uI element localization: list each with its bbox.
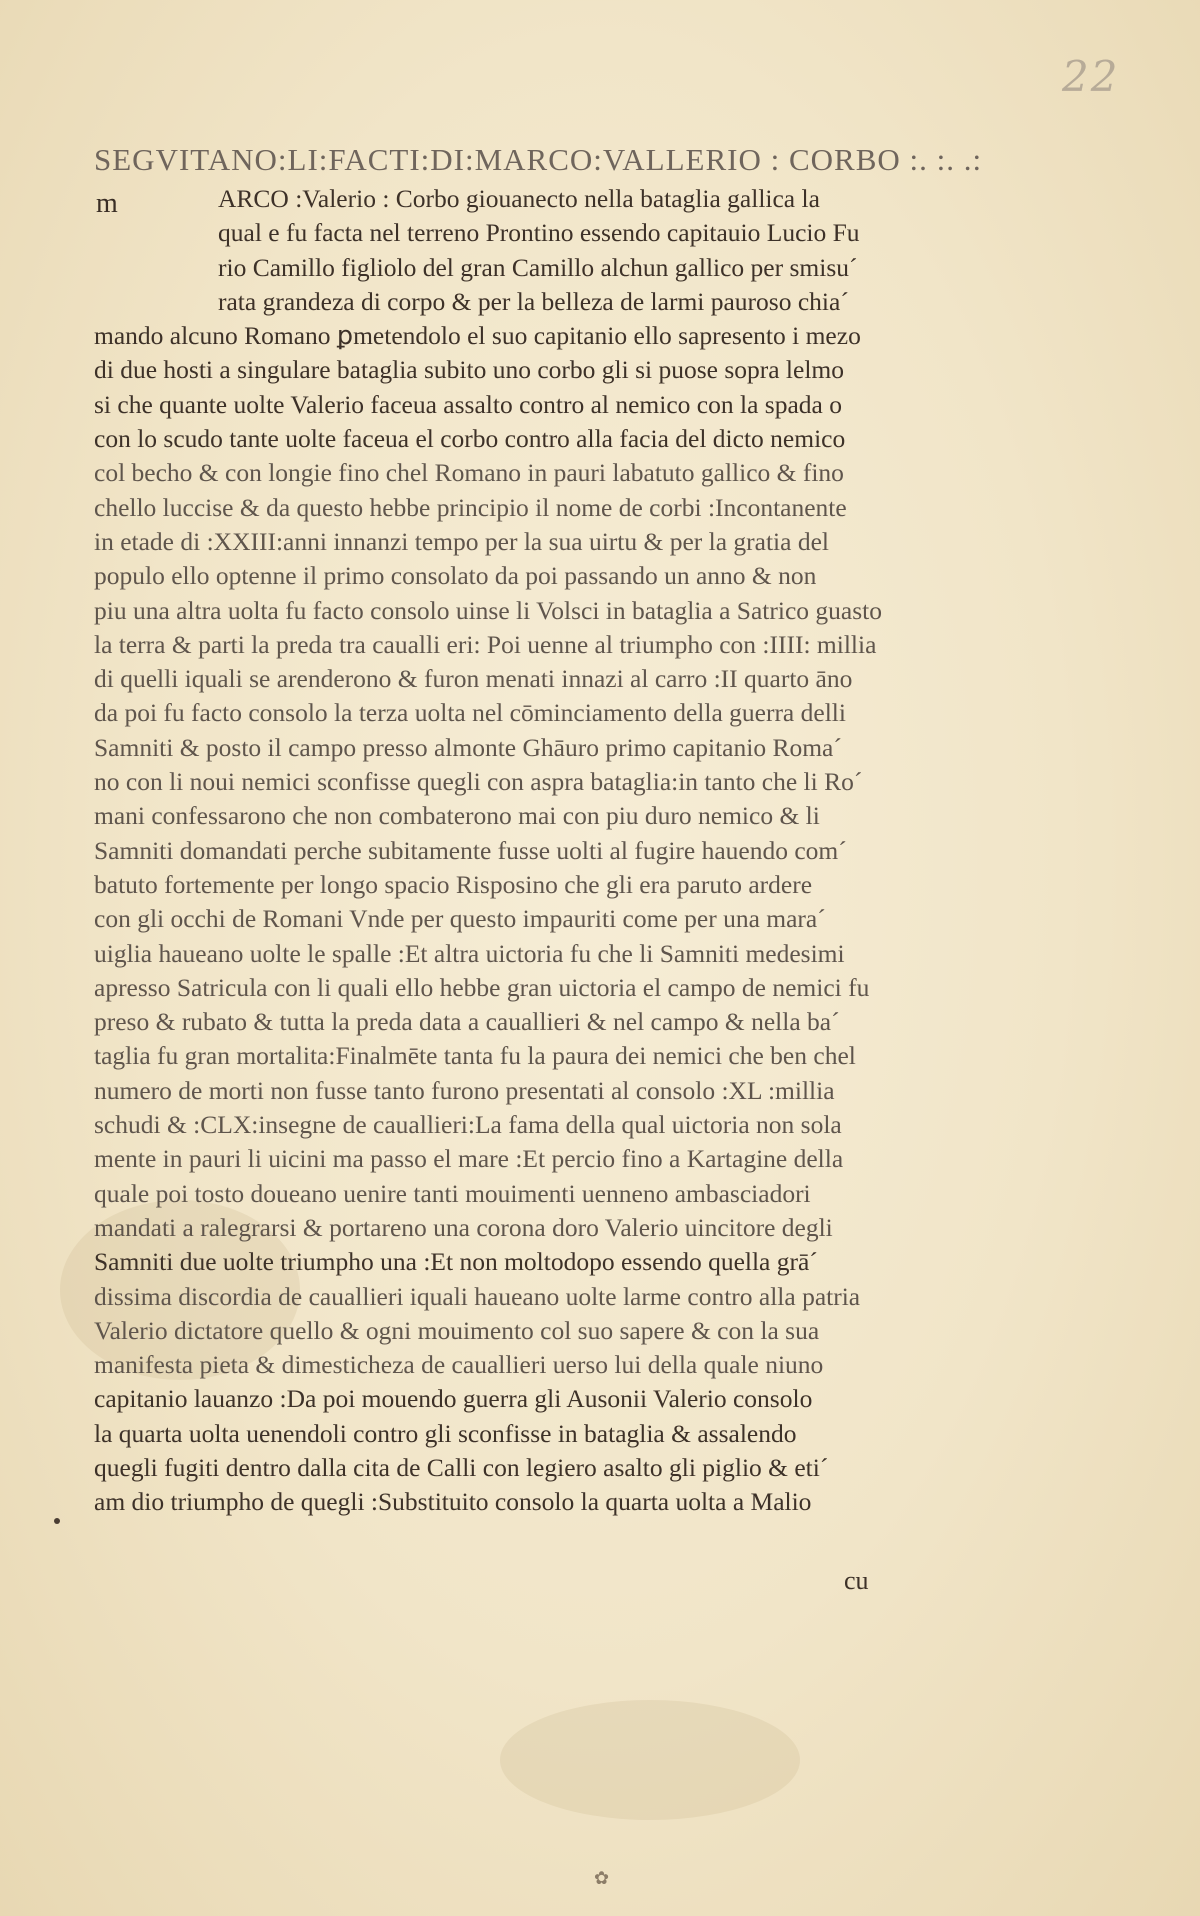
text-line: preso & rubato & tutta la preda data a cauallieri & nel campo & nella ba´ [94,1007,840,1037]
text-line: quale poi tosto doueano uenire tanti mouimenti uenneno ambasciadori [94,1178,811,1208]
text-line: ARCO :Valerio : Corbo giouanecto nella bataglia gallica la [218,184,820,213]
text-line: uiglia haueano uolte le spalle :Et altra uictoria fu che li Samniti medesimi [94,938,845,968]
text-line: populo ello optenne il primo consolato da poi passando un anno & non [94,561,817,591]
text-line: Samniti & posto il campo presso almonte Ghāuro primo capitanio Roma´ [94,732,842,762]
text-line: am dio triumpho de quegli :Substituito consolo la quarta uolta a Malio [94,1487,812,1517]
folio-number: 22 [1062,52,1120,101]
text-line: con lo scudo tante uolte faceua el corbo contro alla facia del dicto nemico [94,424,846,454]
text-line: Valerio dictatore quello & ogni mouimento col suo sapere & con la sua [94,1315,820,1345]
text-line: piu una altra uolta fu facto consolo uinse li Volsci in bataglia a Satrico guasto [94,595,882,625]
text-line: quegli fugiti dentro dalla cita de Calli con legiero asalto gli piglio & eti´ [94,1452,829,1482]
text-line: Samniti domandati perche subitamente fusse uolti al fugire hauendo com´ [94,835,847,865]
guide-letter: m [96,188,118,219]
text-line: dissima discordia de cauallieri iquali haueano uolte larme contro alla patria [94,1281,861,1311]
text-line: col becho & con longie fino chel Romano in pauri labatuto gallico & fino [94,458,844,488]
text-line: mandati a ralegrarsi & portareno una corona doro Valerio uincitore degli [94,1212,833,1242]
margin-dot [54,1518,60,1524]
text-line: mando alcuno Romano ꝑmetendolo el suo capitanio ello sapresento i mezo [94,321,861,351]
chapter-heading: SEGVITANO:LI:FACTI:DI:MARCO:VALLERIO : CORBO :. :. .: [94,142,983,177]
text-line: batuto fortemente per longo spacio Risposino che gli era paruto ardere [94,869,813,899]
paper-stain [500,1700,800,1820]
text-line: chello luccise & da questo hebbe principio il nome de corbi :Incontanente [94,492,847,522]
text-line: di quelli iquali se arenderono & furon menati innazi al carro :II quarto āno [94,664,853,694]
body-text [94,182,964,1520]
text-line: capitanio lauanzo :Da poi mouendo guerra gli Ausonii Valerio consolo [94,1384,813,1414]
ornament-icon: ✿ [594,1868,610,1889]
text-line: in etade di :XXIII:anni innanzi tempo per la sua uirtu & per la gratia del [94,526,829,556]
text-line: apresso Satricula con li quali ello hebbe gran uictoria el campo de nemici fu [94,972,870,1002]
text-line: si che quante uolte Valerio faceua assalto contro al nemico con la spada o [94,389,842,419]
text-line: manifesta pieta & dimesticheza de cauallieri uerso lui della quale niuno [94,1350,824,1380]
text-line: da poi fu facto consolo la terza uolta nel cōminciamento della guerra delli [94,698,846,728]
catchword: cu [844,1566,869,1595]
text-line: Samniti due uolte triumpho una :Et non moltodopo essendo quella grā´ [94,1247,818,1277]
text-line: la quarta uolta uenendoli contro gli sconfisse in bataglia & assalendo [94,1418,797,1448]
text-line: con gli occhi de Romani Vnde per questo impauriti come per una mara´ [94,904,826,934]
text-line: rio Camillo figliolo del gran Camillo alchun gallico per smisu´ [218,252,858,282]
text-line: la terra & parti la preda tra caualli eri: Poi uenne al triumpho con :IIII: millia [94,629,877,659]
text-line: qual e fu facta nel terreno Prontino essendo capitauio Lucio Fu [218,218,860,248]
text-line: rata grandeza di corpo & per la belleza de larmi pauroso chia´ [218,286,849,316]
text-line: di due hosti a singulare bataglia subito uno corbo gli si puose sopra lelmo [94,355,844,385]
text-line: schudi & :CLX:insegne de cauallieri:La fama della qual uictoria non sola [94,1110,842,1140]
text-line: mani confessarono che non combaterono mai con piu duro nemico & li [94,801,820,831]
text-line: taglia fu gran mortalita:Finalmēte tanta fu la paura dei nemici che ben chel [94,1041,856,1071]
text-line: mente in pauri li uicini ma passo el mare :Et percio fino a Kartagine della [94,1144,844,1174]
text-line: no con li noui nemici sconfisse quegli con aspra bataglia:in tanto che li Ro´ [94,767,863,797]
text-line: numero de morti non fusse tanto furono presentati al consolo :XL :millia [94,1075,835,1105]
